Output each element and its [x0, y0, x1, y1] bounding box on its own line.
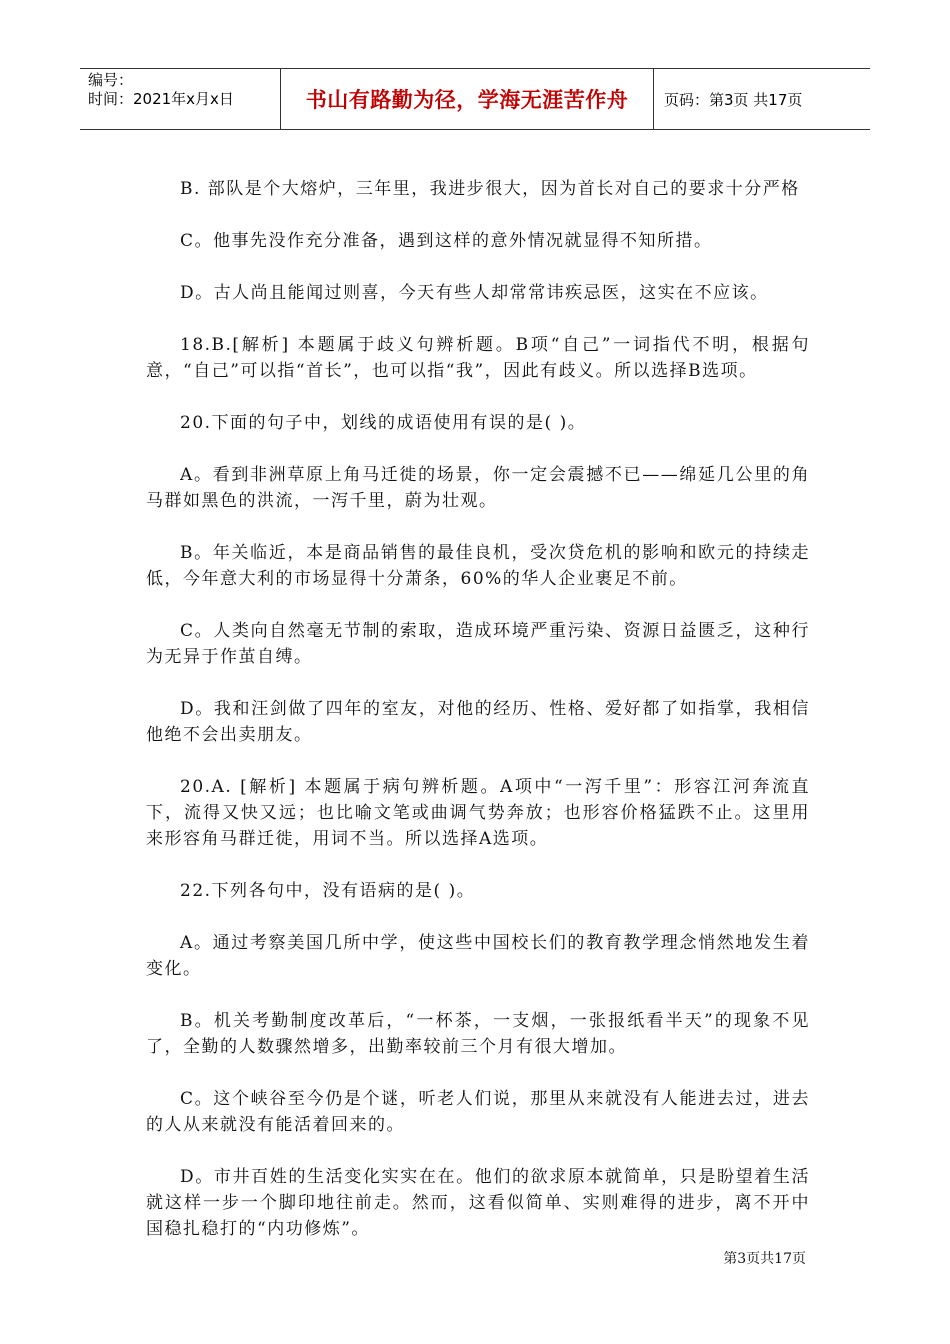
question-20-option-b: B。年关临近，本是商品销售的最佳良机，受次贷危机的影响和欧元的持续走低，今年意大利的市场显得十分萧条，60%的华人企业裹足不前。: [146, 543, 810, 589]
question-20-option-c: C。人类向自然毫无节制的索取，造成环境严重污染、资源日益匮乏，这种行为无异于作茧自缚。: [146, 621, 810, 667]
question-22-option-d: D。市井百姓的生活变化实实在在。他们的欲求原本就简单，只是盼望着生活就这样一步一个脚印地往前走。然而，这看似简单、实则难得的进步，离不开中国稳扎稳打的“内功修炼”。: [146, 1167, 810, 1239]
date-label: 时间：2021年x月x日: [88, 90, 234, 108]
page-footer: 第3页共17页: [723, 1251, 806, 1267]
answer-20-paragraph: 20.A. [解析] 本题属于病句辨析题。A项中“一泻千里”：形容江河奔流直下，流得又快又远；也比喻文笔或曲调气势奔放；也形容价格猛跌不止。这里用来形容角马群迁徙，用词不当。所以选择A选项。: [146, 777, 810, 849]
question-20-option-d: D。我和汪剑做了四年的室友，对他的经历、性格、爱好都了如指掌，我相信他绝不会出卖朋友。: [146, 699, 810, 745]
question-20-option-a: A。看到非洲草原上角马迁徙的场景，你一定会震撼不已——绵延几公里的角马群如黑色的洪流，一泻千里，蔚为壮观。: [146, 465, 810, 511]
document-body: [146, 176, 810, 1266]
answer-18-paragraph: 18.B.[解析] 本题属于歧义句辨析题。B项“自己”一词指代不明，根据句意，“自己”可以指“首长”，也可以指“我”，因此有歧义。所以选择B选项。: [146, 335, 810, 381]
question-22-paragraph: 22.下列各句中，没有语病的是( )。: [180, 881, 476, 901]
header-motto: 书山有路勤为径，学海无涯苦作舟: [281, 69, 654, 129]
option-b-paragraph: B. 部队是个大熔炉，三年里，我进步很大，因为首长对自己的要求十分严格: [180, 179, 800, 199]
number-label: 编号：: [88, 71, 134, 89]
option-d-paragraph: D。古人尚且能闻过则喜，今天有些人却常常讳疾忌医，这实在不应该。: [180, 283, 769, 303]
option-c-paragraph: C。他事先没作充分准备，遇到这样的意外情况就显得不知所措。: [180, 231, 713, 251]
document-header: [80, 68, 870, 130]
question-22-option-c: C。这个峡谷至今仍是个谜，听老人们说，那里从来就没有人能进去过，进去的人从来就没有能活着回来的。: [146, 1089, 810, 1135]
question-22-option-b: B。机关考勤制度改革后，“一杯茶，一支烟，一张报纸看半天”的现象不见了，全勤的人数骤然增多，出勤率较前三个月有很大增加。: [146, 1011, 810, 1057]
header-page-label: 页码：第3页 共17页: [664, 90, 803, 109]
question-20-paragraph: 20.下面的句子中，划线的成语使用有误的是( )。: [180, 413, 587, 433]
question-22-option-a: A。通过考察美国几所中学，使这些中国校长们的教育教学理念悄然地发生着变化。: [146, 933, 810, 979]
header-meta: [80, 69, 281, 129]
